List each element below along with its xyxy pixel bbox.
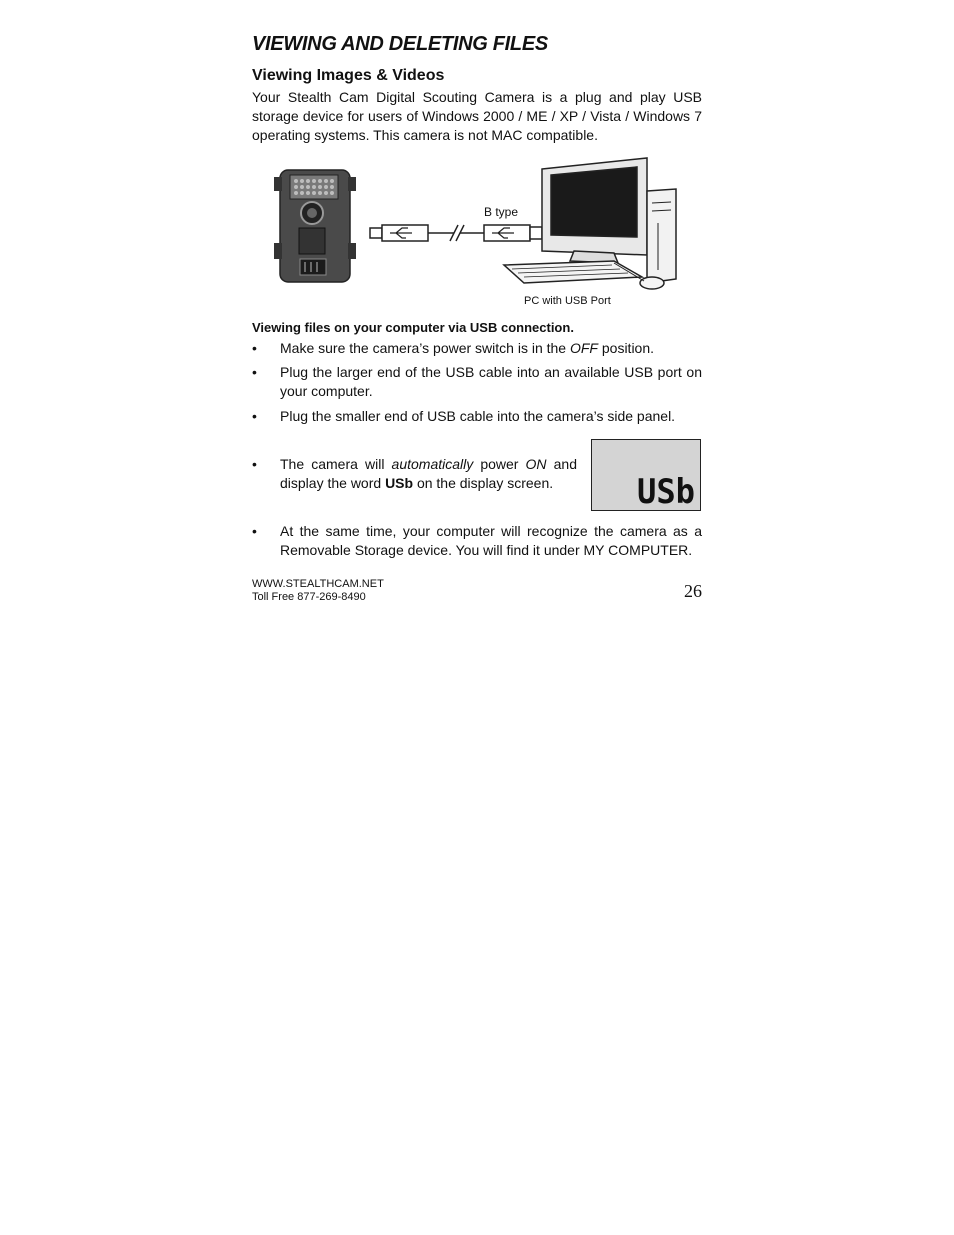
cable-type-label: B type: [484, 205, 519, 219]
lcd-usb-readout: [592, 440, 700, 510]
website-text: WWW.STEALTHCAM.NET: [252, 578, 384, 590]
lcd-text: USb: [637, 472, 695, 510]
pc-label: PC with USB Port: [524, 295, 611, 307]
bullet-glyph: •: [252, 456, 257, 472]
usb-cable-icon: [370, 225, 542, 241]
usb-section-heading: Viewing files on your computer via USB connection.: [252, 320, 574, 335]
bullet-glyph: •: [252, 523, 257, 539]
section-title: Viewing Images & Videos: [252, 67, 445, 84]
footer-contact: [252, 578, 384, 604]
bullet-glyph: •: [252, 408, 257, 424]
usb-connection-illustration: [274, 155, 704, 315]
page-number: 26: [684, 581, 702, 601]
trail-camera-icon: [274, 170, 356, 282]
bullet-glyph: •: [252, 340, 257, 356]
phone-text: Toll Free 877-269-8490: [252, 591, 366, 603]
computer-icon: [504, 158, 676, 289]
bullet-glyph: •: [252, 364, 257, 380]
lcd-display-image: [591, 439, 701, 511]
intro-paragraph: Your Stealth Cam Digital Scouting Camera is a plug and play USB storage device for users of Windows 2000 / ME / XP / Vista / Windows 7 operating systems. This camera is not MAC compatible.: [252, 89, 702, 143]
page-title: VIEWING AND DELETING FILES: [252, 33, 548, 55]
